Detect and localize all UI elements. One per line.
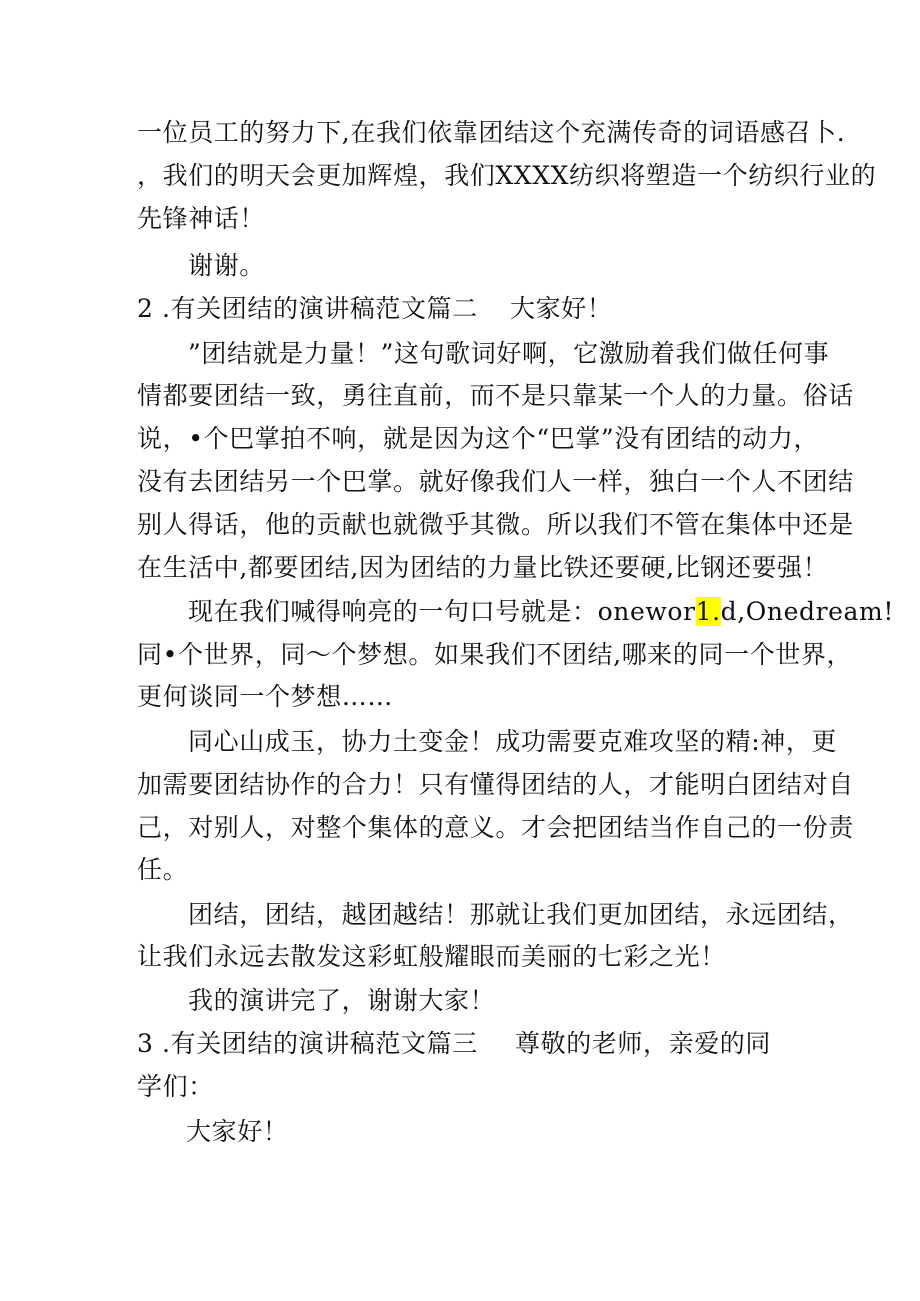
text-line: 同心山成玉，协力土变金！成功需要克难攻坚的精:神，更 <box>188 727 838 756</box>
text-line: ”团结就是力量！”这句歌词好啊，它激励着我们做任何事 <box>188 339 830 368</box>
highlighted-text: 1. <box>695 597 721 626</box>
text-line: 同•个世界，同〜个梦想。如果我们不团结,哪来的同一个世界， <box>137 640 853 669</box>
text-line: 我的演讲完了，谢谢大家！ <box>188 986 496 1015</box>
text-line: 先锋神话！ <box>137 204 266 233</box>
section-heading: 3 .有关团结的演讲稿范文篇三 <box>137 1029 478 1058</box>
salutation: 尊敬的老师，亲爱的同 <box>515 1029 772 1058</box>
text-line: 让我们永远去散发这彩虹般耀眼而美丽的七彩之光！ <box>137 942 726 971</box>
text-line: 在生活中,都要团结,因为团结的力量比铁还要硬,比钢还要强！ <box>137 553 829 582</box>
text-line: ，我们的明天会更加辉煌，我们XXXX纺织将塑造一个纺织行业的 <box>137 161 877 190</box>
text-segment: d,Onedream! <box>720 597 894 626</box>
greeting: 大家好！ <box>510 294 613 323</box>
text-line <box>188 594 894 629</box>
text-line: 更何谈同一个梦想…… <box>137 682 394 711</box>
text-line: 别人得话，他的贡献也就微乎其微。所以我们不管在集体中还是 <box>137 510 854 539</box>
text-segment: 现在我们喊得响亮的一句口号就是：onewor <box>188 597 696 626</box>
text-line: 学们： <box>137 1072 214 1101</box>
text-line: 任。 <box>137 855 189 884</box>
text-line: 说，•个巴掌拍不响，就是因为这个“巴掌”没有团结的动力， <box>137 424 820 453</box>
text-line: 团结，团结，越团越结！那就让我们更加团结，永远团结， <box>188 900 854 929</box>
text-line: 情都要团结一致，勇往直前，而不是只靠某一个人的力量。俗话 <box>137 381 854 410</box>
section-heading: 2 .有关团结的演讲稿范文篇二 <box>137 294 478 323</box>
greeting: 大家好！ <box>186 1117 289 1146</box>
text-line: 没有去团结另一个巴掌。就好像我们人一样，独白一个人不团结 <box>137 467 854 496</box>
text-line: 谢谢。 <box>188 251 265 280</box>
text-line: 己，对别人，对整个集体的意义。才会把团结当作自己的一份责 <box>137 813 854 842</box>
text-line: 加需要团结协作的合力！只有懂得团结的人，才能明白团结对自 <box>137 770 854 799</box>
text-line: 一位员工的努力下,在我们依靠团结这个充满传奇的词语感召卜. <box>137 118 846 147</box>
